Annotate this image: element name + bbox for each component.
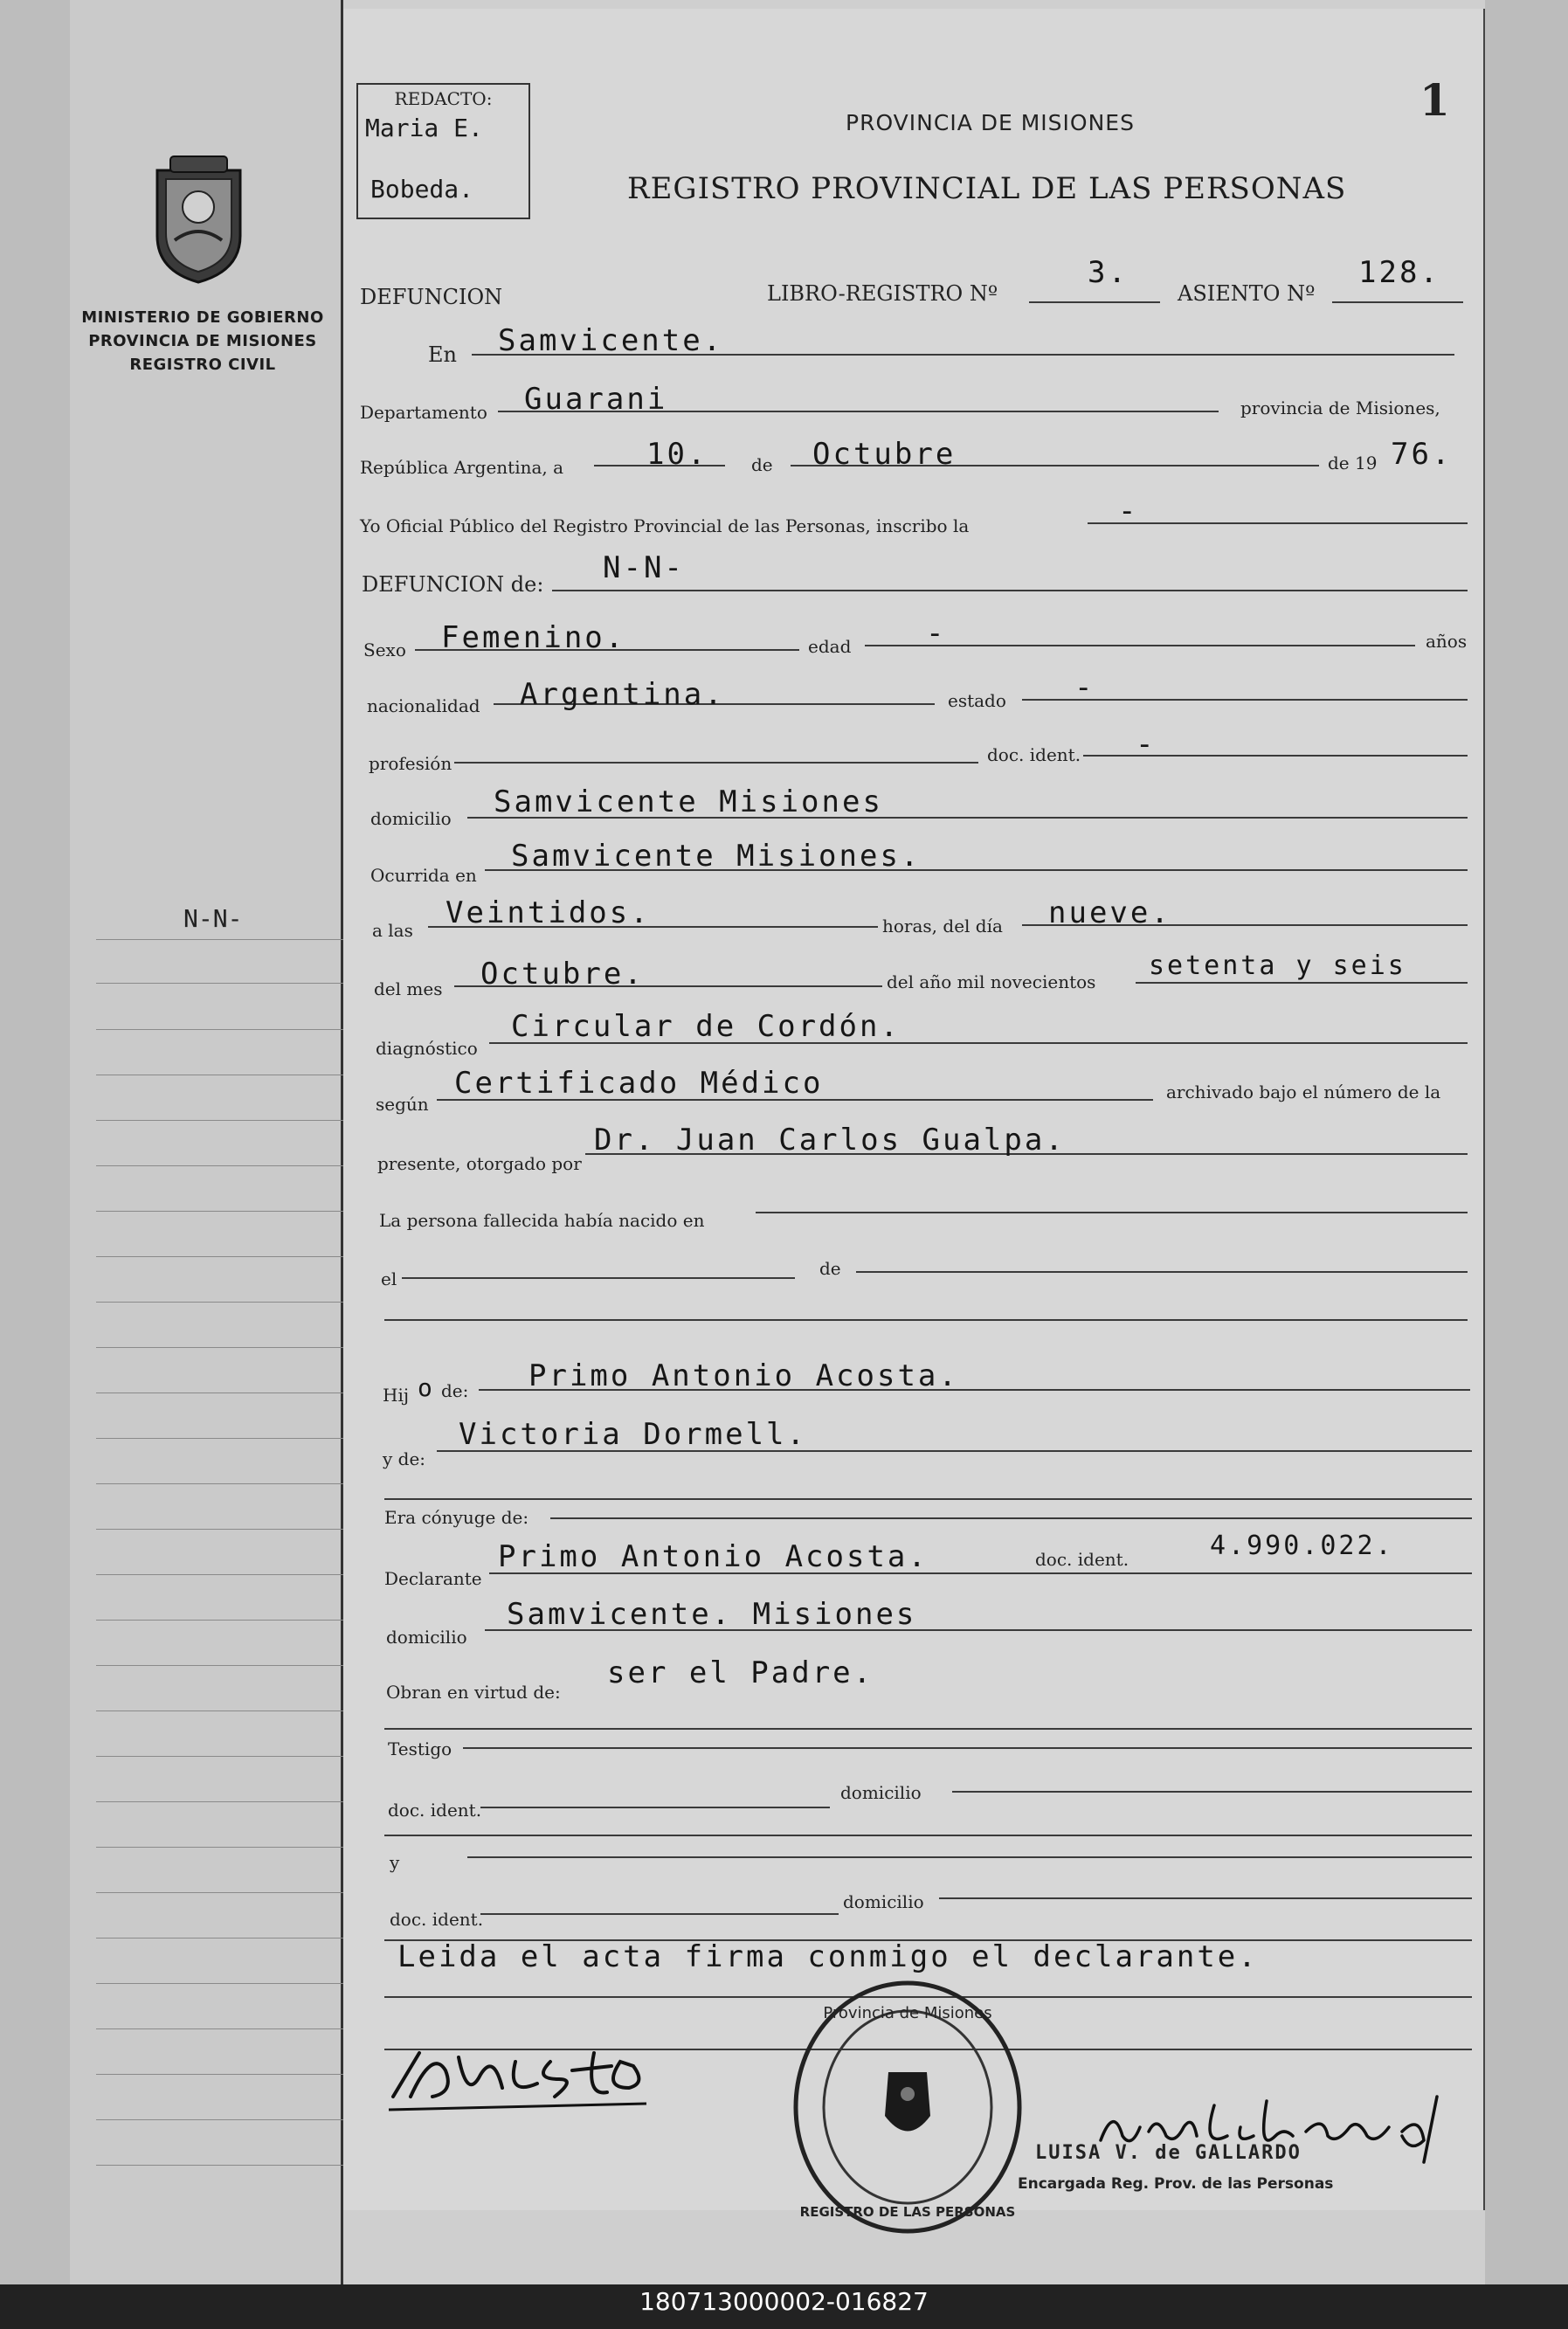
label-presente: presente, otorgado por — [377, 1153, 582, 1174]
value-ano-texto: setenta y seis — [1149, 950, 1406, 981]
value-libro-no: 3. — [1088, 255, 1129, 290]
value-madre: Victoria Dormell. — [459, 1417, 807, 1452]
label-libro: LIBRO-REGISTRO Nº — [767, 281, 998, 306]
officer-name: LUISA V. de GALLARDO — [1035, 2142, 1302, 2164]
label-nacionalidad: nacionalidad — [367, 695, 480, 716]
ministry-line-2: PROVINCIA DE MISIONES — [88, 332, 317, 350]
label-departamento: Departamento — [360, 402, 487, 423]
label-defuncion-de: DEFUNCION de: — [362, 572, 544, 597]
value-nacionalidad: Argentina. — [520, 677, 725, 712]
label-testigo2-domicilio: domicilio — [843, 1891, 924, 1912]
stub-deceased-name: N-N- — [183, 904, 243, 933]
label-el: el — [381, 1268, 397, 1289]
label-edad: edad — [808, 636, 852, 657]
value-doc-ident: - — [1136, 727, 1157, 762]
ministry-block — [72, 306, 334, 377]
label-hij-de: de: — [441, 1380, 469, 1401]
svg-text:Provincia de Misiones: Provincia de Misiones — [823, 2004, 992, 2022]
ministry-line-1: MINISTERIO DE GOBIERNO — [81, 308, 324, 327]
label-de-19: de 19 — [1328, 453, 1378, 473]
label-en: En — [428, 342, 457, 367]
redacto-name-2: Bobeda. — [370, 175, 474, 204]
label-estado: estado — [948, 690, 1006, 711]
value-horas: Veintidos. — [446, 895, 651, 930]
value-dia: 10. — [646, 437, 708, 472]
label-del-mes: del mes — [374, 978, 443, 999]
label-asiento: ASIENTO Nº — [1178, 281, 1316, 306]
label-segun: según — [376, 1094, 429, 1115]
value-departamento: Guarani — [524, 382, 668, 417]
value-declarante-domicilio: Samvicente. Misiones — [507, 1597, 917, 1632]
label-diagnostico: diagnóstico — [376, 1038, 478, 1059]
value-otorgado-por: Dr. Juan Carlos Gualpa. — [594, 1123, 1066, 1158]
redacto-label: REDACTO: — [394, 88, 493, 109]
label-testigo2-doc-ident: doc. ident. — [390, 1909, 484, 1930]
value-hij-suffix: o — [418, 1373, 435, 1402]
value-domicilio: Samvicente Misiones — [494, 784, 883, 819]
page-edge — [1485, 0, 1568, 2284]
value-ocurrida: Samvicente Misiones. — [511, 839, 922, 874]
label-obran: Obran en virtud de: — [386, 1682, 561, 1703]
label-anos: años — [1426, 631, 1468, 652]
redacto-name-1: Maria E. — [365, 114, 483, 142]
label-defuncion: DEFUNCION — [360, 285, 503, 309]
label-declarante-domicilio: domicilio — [386, 1627, 467, 1648]
value-declarante: Primo Antonio Acosta. — [498, 1539, 929, 1574]
value-declarante-doc: 4.990.022. — [1210, 1531, 1394, 1561]
label-horas-dia: horas, del día — [882, 916, 1003, 936]
label-domicilio: domicilio — [370, 808, 452, 829]
value-estado: - — [1074, 670, 1095, 705]
value-diagnostico: Circular de Cordón. — [511, 1009, 901, 1044]
label-ocurrida-en: Ocurrida en — [370, 865, 477, 886]
value-edad: - — [926, 616, 947, 651]
value-mes-texto: Octubre. — [480, 957, 645, 992]
value-sexo: Femenino. — [441, 620, 626, 655]
svg-text:REGISTRO DE LAS PERSONAS: REGISTRO DE LAS PERSONAS — [799, 2204, 1016, 2220]
label-y-de: y de: — [383, 1448, 426, 1469]
redacto-box — [356, 83, 530, 219]
value-difunto: N-N- — [603, 550, 685, 585]
province-coat-of-arms-icon — [140, 153, 258, 284]
ministry-line-3: REGISTRO CIVIL — [129, 356, 276, 374]
value-dia-texto: nueve. — [1048, 895, 1171, 930]
label-testigo: Testigo — [388, 1738, 452, 1759]
label-republica: República Argentina, a — [360, 457, 564, 478]
label-testigo-doc-ident: doc. ident. — [388, 1800, 482, 1821]
label-conyuge: Era cónyuge de: — [384, 1507, 529, 1528]
value-padre: Primo Antonio Acosta. — [528, 1358, 959, 1393]
label-y: y — [390, 1852, 400, 1873]
label-declarante-doc-ident: doc. ident. — [1035, 1549, 1129, 1570]
province-heading: PROVINCIA DE MISIONES — [846, 110, 1135, 135]
stub-column — [70, 0, 343, 2284]
value-segun: Certificado Médico — [454, 1066, 824, 1101]
value-closing: Leida el acta firma conmigo el declarante. — [397, 1939, 1259, 1974]
officer-title: Encargada Reg. Prov. de las Personas — [1018, 2175, 1334, 2193]
book-binding — [0, 0, 72, 2284]
label-nacido-en: La persona fallecida había nacido en — [379, 1210, 705, 1231]
registry-heading: REGISTRO PROVINCIAL DE LAS PERSONAS — [627, 171, 1347, 206]
label-hij: Hij — [383, 1385, 410, 1406]
label-profesion: profesión — [369, 753, 452, 774]
label-archivado: archivado bajo el número de la — [1166, 1082, 1441, 1102]
label-sexo: Sexo — [363, 639, 406, 660]
image-id-footer: 180713000002-016827 — [639, 2287, 929, 2316]
value-ano: 76. — [1391, 437, 1453, 472]
official-seal-stamp-icon — [791, 1976, 1025, 2238]
label-de-nacido: de — [819, 1258, 841, 1279]
label-declarante: Declarante — [384, 1568, 482, 1589]
label-yo-oficial: Yo Oficial Público del Registro Provincial de las Personas, inscribo la — [360, 515, 970, 536]
page-number: 1 — [1419, 74, 1450, 126]
declarant-signature — [384, 2035, 655, 2114]
label-doc-ident: doc. ident. — [987, 744, 1081, 765]
value-asiento-no: 128. — [1358, 255, 1440, 290]
label-provincia-misiones: provincia de Misiones, — [1240, 397, 1440, 418]
value-mes: Octubre — [812, 437, 957, 472]
value-obran: ser el Padre. — [607, 1655, 874, 1690]
value-inscribo: - — [1118, 494, 1139, 529]
label-a-las: a las — [372, 920, 413, 941]
value-en: Samvicente. — [498, 323, 724, 358]
label-del-ano: del año mil novecientos — [887, 971, 1096, 992]
label-de: de — [751, 454, 773, 475]
label-testigo-domicilio: domicilio — [840, 1782, 922, 1803]
